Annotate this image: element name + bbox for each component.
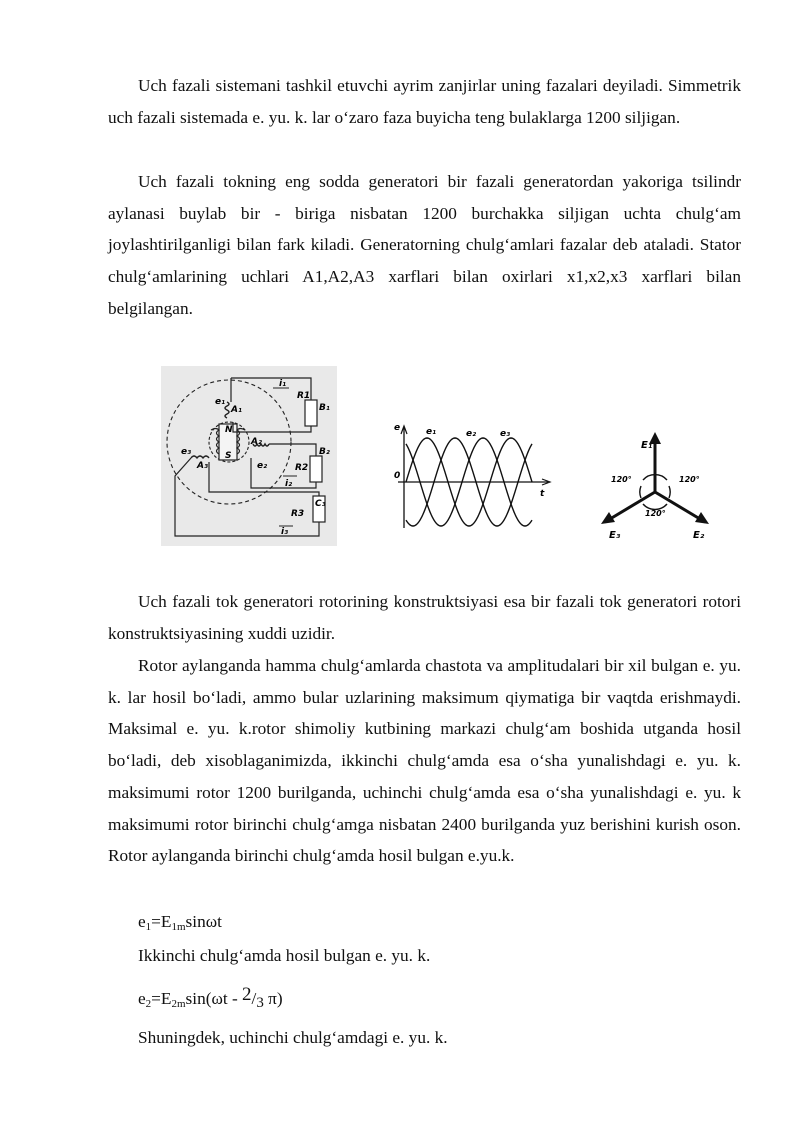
formula-e2: [138, 979, 283, 1021]
label-c3: C₃: [315, 499, 326, 509]
sine-waves-svg: [392, 420, 552, 536]
phasor-label-e3: E₃: [609, 530, 621, 540]
phasor-diagram-figure: [597, 430, 717, 540]
formula-e2-subscript: 2: [145, 998, 152, 1010]
sine-waves-figure: [392, 420, 552, 536]
label-e2: e₂: [257, 461, 268, 471]
label-s: S: [225, 451, 232, 461]
label-i1: i₁: [279, 379, 287, 389]
formula-e1: [138, 906, 222, 944]
formula-e2-rest: sin(ωt -: [185, 989, 243, 1008]
formula-e2-numerator: 2: [242, 984, 252, 1005]
label-i3: i₃: [281, 527, 289, 537]
resistor-r2: [310, 456, 322, 482]
formula-e1-symbol: e: [138, 912, 146, 931]
label-r1: R1: [297, 391, 311, 401]
paragraph-1: Uch fazali sistemani tashkil etuvchi ayrim zanjirlar uning fazalari deyiladi. Simmetrik uch fazali sistemada e. yu. k. lar oʻzaro faza buyicha teng bulaklarga 1200 siljigan.: [108, 76, 741, 127]
label-b1: B₁: [319, 403, 330, 413]
generator-schematic-svg: [161, 366, 337, 546]
label-a2: A₂: [251, 437, 262, 447]
formula-e2-eq: =E: [151, 989, 172, 1008]
wave-label-e1: e₁: [426, 427, 437, 437]
label-b2: B₂: [319, 447, 330, 457]
paragraph-4: Rotor aylanganda hamma chulgʻamlarda chastota va amplitudalari bir xil bulgan e. yu. k. lar hosil boʻladi, ammo bular uzlarining maksimum qiymatiga bir vaqtda erishmaydi. Maksimal e. yu. k.rotor shimoliy kutbining markazi chulgʻam boshida utganda hosil boʻladi, deb xisoblaganimizda, ikkinchi chulgʻamda esa oʻsha yunalishdagi e. yu. k. maksimumi rotor 1200 burilganda, uchinchi chulgʻamda esa oʻsha yunalishdagi e. yu. k maksimumi rotor birinchi chulgʻamga nisbatan 2400 burilganda yuz berishini kurish oson. Rotor aylanganda birinchi chulgʻamda hosil bulgan e.yu.k.: [108, 656, 741, 866]
label-e3: e₃: [181, 447, 192, 457]
axis-label-origin: 0: [394, 471, 401, 481]
label-r2: R2: [295, 463, 309, 473]
label-e1: e₁: [215, 397, 226, 407]
resistor-r1: [305, 400, 317, 426]
paragraph-3: Uch fazali tok generatori rotorining konstruktsiyasi esa bir fazali tok generatori rotori konstruktsiyasining xuddi uzidir.: [108, 592, 741, 643]
label-a1: A₁: [231, 405, 242, 415]
formula-e2-tail: π): [263, 989, 283, 1008]
angle-label-1: 120°: [611, 475, 632, 484]
formula-e1-eq: =E: [151, 912, 172, 931]
label-i2: i₂: [285, 479, 293, 489]
angle-label-2: 120°: [679, 475, 700, 484]
axis-label-t: t: [540, 489, 545, 499]
angle-label-3: 120°: [645, 509, 666, 518]
phasor-label-e1: E₁: [641, 440, 653, 451]
axis-label-e: e: [394, 423, 401, 433]
formula-e1-rest: sinωt: [185, 912, 222, 931]
wave-label-e2: e₂: [466, 429, 477, 439]
generator-schematic-figure: [161, 366, 337, 546]
label-n: N: [225, 425, 233, 435]
formula-e2-denominator: 3: [256, 995, 264, 1011]
formula-e2-slash: /: [251, 989, 257, 1008]
line-third-winding: Shuningdek, uchinchi chulgʻamdagi e. yu. k.: [138, 1028, 448, 1047]
label-r3: R3: [291, 509, 305, 519]
formula-e2-symbol: e: [138, 989, 146, 1008]
formula-e1-amp-subscript: 1m: [171, 921, 186, 933]
formula-e2-amp-subscript: 2m: [171, 998, 186, 1010]
phasor-diagram-svg: [597, 430, 717, 540]
line-second-winding: Ikkinchi chulgʻamda hosil bulgan e. yu. k.: [138, 946, 431, 965]
paragraph-2: Uch fazali tokning eng sodda generatori bir fazali generatordan yakoriga tsilindr aylanasi buylab bir - biriga nisbatan 1200 burchakka siljigan uchta chulgʻam joylashtirilganligi bilan fark kiladi. Generatorning chulgʻamlari fazalar deb ataladi. Stator chulgʻamlarining uchlari A1,A2,A3 xarflari bilan oxirlari x1,x2,x3 xarflari bilan belgilangan.: [108, 172, 741, 318]
wave-label-e3: e₃: [500, 429, 511, 439]
label-a3: A₃: [197, 461, 208, 471]
phasor-label-e2: E₂: [693, 530, 705, 540]
formula-e1-subscript: 1: [145, 921, 152, 933]
